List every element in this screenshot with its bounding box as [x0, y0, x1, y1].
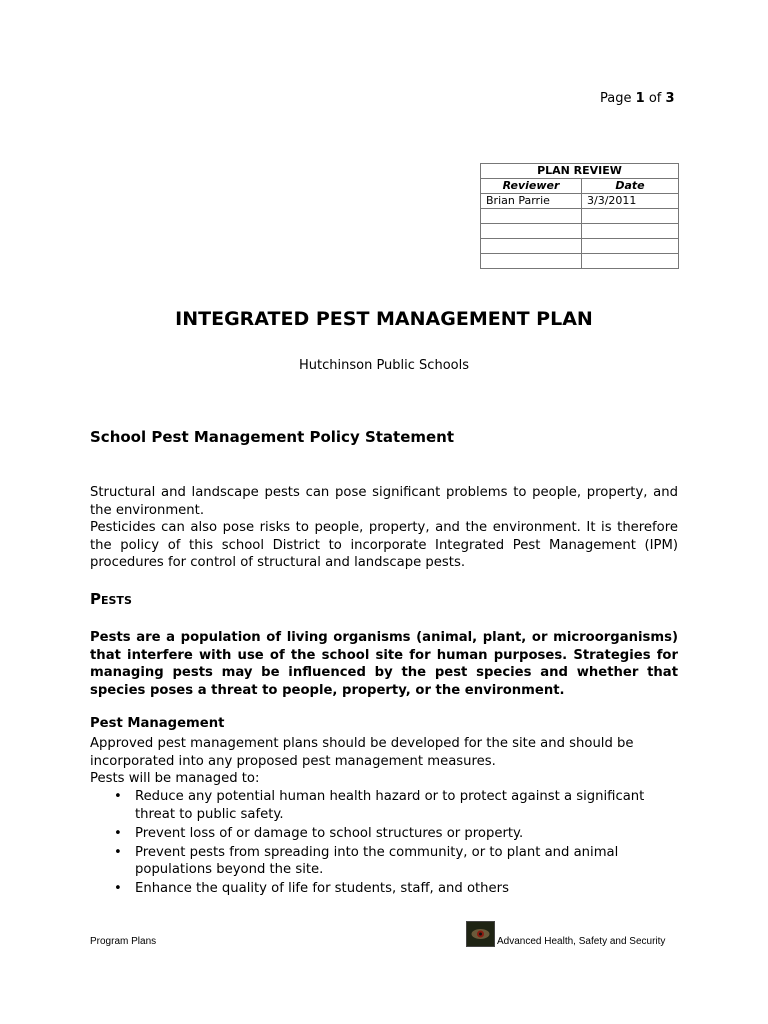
- list-item: • Prevent loss of or damage to school structures or property.: [114, 825, 524, 841]
- table-row: [481, 254, 679, 269]
- plan-review-table: [480, 163, 679, 269]
- bullet-icon: •: [114, 844, 122, 860]
- reviewer-cell: [481, 224, 582, 239]
- table-row: [481, 239, 679, 254]
- list-item: • Reduce any potential human health hazard or to protect against a significant threat to public safety.: [114, 789, 645, 822]
- pest-management-heading: Pest Management: [90, 716, 225, 731]
- date-cell: [582, 224, 679, 239]
- pests-heading: PESTS: [90, 590, 132, 608]
- document-subtitle: Hutchinson Public Schools: [299, 358, 469, 373]
- date-cell: 3/3/2011: [582, 194, 679, 209]
- pest-management-line-2: Pests will be managed to:: [90, 771, 260, 786]
- table-row: [481, 209, 679, 224]
- pest-management-line-1: Approved pest management plans should be developed for the site and should be incorporated into any proposed pest management measures.: [90, 736, 634, 769]
- pests-definition: Pests are a population of living organisms (animal, plant, or microorganisms) that interfere with use of the school site for human purposes. Strategies for managing pests may be influenced by the pest species and whether that species poses a threat to people, property, or the environment.: [90, 630, 678, 698]
- pest-management-goals-list: [90, 788, 678, 899]
- bullet-icon: •: [114, 881, 122, 896]
- footer-left-text: Program Plans: [90, 936, 157, 947]
- document-title: INTEGRATED PEST MANAGEMENT PLAN: [175, 308, 593, 330]
- policy-heading: School Pest Management Policy Statement: [90, 428, 455, 446]
- footer-right-text: Advanced Health, Safety and Security: [497, 936, 666, 947]
- policy-paragraph-1: Structural and landscape pests can pose significant problems to people, property, and the environment.: [90, 485, 678, 518]
- policy-paragraph-2: Pesticides can also pose risks to people, property, and the environment. It is therefore the policy of this school District to incorporate Integrated Pest Management (IPM) procedures for control of structural and landscape pests.: [90, 520, 678, 570]
- date-cell: [582, 254, 679, 269]
- list-item: • Prevent pests from spreading into the community, or to plant and animal populations beyond the site.: [114, 844, 619, 877]
- reviewer-cell: [481, 209, 582, 224]
- date-cell: [582, 239, 679, 254]
- plan-review-title: PLAN REVIEW: [481, 164, 679, 179]
- date-column-header: Date: [582, 179, 679, 194]
- page-number: Page 1 of 3: [600, 91, 675, 106]
- list-item: • Enhance the quality of life for students, staff, and others: [114, 881, 509, 896]
- policy-body: [90, 484, 678, 572]
- table-row: [481, 224, 679, 239]
- bullet-icon: •: [114, 825, 122, 841]
- pest-management-body: [90, 735, 678, 788]
- reviewer-cell: [481, 254, 582, 269]
- bullet-icon: •: [114, 789, 122, 804]
- date-cell: [582, 209, 679, 224]
- table-row: [481, 194, 679, 209]
- reviewer-column-header: Reviewer: [481, 179, 582, 194]
- eye-logo-icon: [466, 921, 495, 947]
- reviewer-cell: [481, 239, 582, 254]
- reviewer-cell: Brian Parrie: [481, 194, 582, 209]
